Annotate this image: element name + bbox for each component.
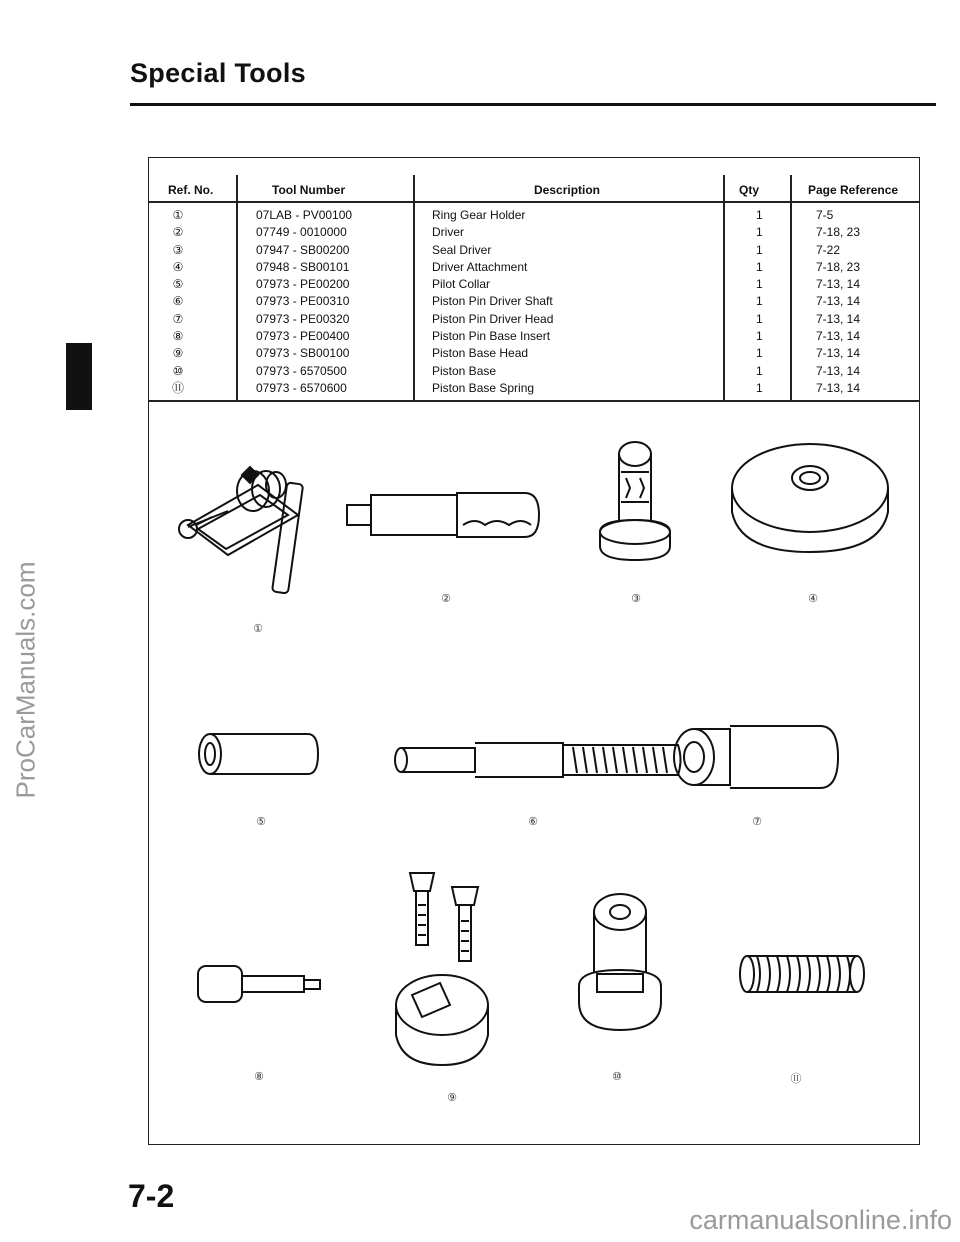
table-row-ref: ① <box>172 208 184 222</box>
table-row-page-reference: 7-18, 23 <box>816 259 861 274</box>
table-row-qty: 1 <box>756 259 763 274</box>
table-row-ref: ⑪ <box>171 380 184 395</box>
table-row-tool-number: 07973 - 6570600 <box>256 380 347 395</box>
page-number: 7-2 <box>128 1178 175 1214</box>
table-row-qty: 1 <box>756 380 763 395</box>
watermark-left: ProCarManuals.com <box>10 561 41 799</box>
header-tool-number: Tool Number <box>272 183 346 197</box>
ref-column <box>148 207 208 397</box>
table-row-ref: ⑩ <box>172 363 184 378</box>
watermark-bottom: carmanualsonline.info <box>689 1205 952 1235</box>
section-tab-marker <box>66 343 92 410</box>
table-row-page-reference: 7-13, 14 <box>816 380 861 395</box>
seal-driver-icon <box>590 432 680 572</box>
table-row-page-reference: 7-5 <box>816 208 834 222</box>
title-divider <box>130 103 936 106</box>
table-row-ref: ③ <box>172 242 184 257</box>
table-row-page-reference: 7-18, 23 <box>816 225 861 240</box>
table-row-ref: ④ <box>172 259 184 274</box>
illustration-label: ③ <box>631 593 641 605</box>
table-row-page-reference: 7-13, 14 <box>816 277 861 292</box>
table-row-tool-number: 07973 - SB00100 <box>256 346 350 361</box>
table-row-page-reference: 7-13, 14 <box>816 329 861 344</box>
table-row-description: Driver <box>432 225 464 240</box>
table-row-tool-number: 07749 - 0010000 <box>256 225 347 240</box>
table-row-tool-number: 07LAB - PV00100 <box>256 208 353 222</box>
ring-gear-holder-icon <box>168 455 318 605</box>
table-row-qty: 1 <box>756 346 763 361</box>
driver-attachment-icon <box>730 440 895 560</box>
header-page-reference: Page Reference <box>808 183 899 197</box>
header-description: Description <box>534 183 601 197</box>
table-row-qty: 1 <box>756 329 763 344</box>
piston-pin-base-insert-icon <box>196 962 326 1007</box>
piston-pin-driver-shaft-icon <box>393 735 683 785</box>
illustration-label: ⑥ <box>528 816 538 828</box>
illustration-label: ⑪ <box>790 1073 802 1085</box>
illustration-label: ② <box>441 593 451 605</box>
table-row-qty: 1 <box>756 242 763 257</box>
description-column <box>432 207 553 397</box>
driver-icon <box>345 485 545 545</box>
tool-number-column <box>256 207 352 397</box>
table-row-description: Piston Pin Driver Head <box>432 311 554 326</box>
qty-column <box>756 207 763 397</box>
table-row-page-reference: 7-22 <box>816 242 841 257</box>
table-row-tool-number: 07973 - PE00310 <box>256 294 350 309</box>
header-qty: Qty <box>739 183 760 197</box>
illustration-label: ④ <box>808 593 818 605</box>
table-row-tool-number: 07973 - PE00400 <box>256 329 350 344</box>
table-row-tool-number: 07973 - PE00200 <box>256 277 350 292</box>
illustration-label: ⑧ <box>254 1071 264 1083</box>
table-column-divider <box>413 175 415 400</box>
illustration-label: ⑤ <box>256 816 266 828</box>
table-row-tool-number: 07973 - PE00320 <box>256 311 350 326</box>
table-row-description: Driver Attachment <box>432 259 528 274</box>
page-reference-column <box>816 207 860 397</box>
table-row-page-reference: 7-13, 14 <box>816 311 861 326</box>
table-row-ref: ⑨ <box>172 346 184 361</box>
table-row-qty: 1 <box>756 363 763 378</box>
table-row-description: Pilot Collar <box>432 277 491 292</box>
table-row-description: Piston Base <box>432 363 497 378</box>
table-row-page-reference: 7-13, 14 <box>816 346 861 361</box>
table-row-qty: 1 <box>756 208 763 222</box>
illustration-label: ① <box>253 623 263 635</box>
table-row-tool-number: 07947 - SB00200 <box>256 242 350 257</box>
piston-base-spring-icon <box>737 950 867 998</box>
table-row-description: Piston Pin Driver Shaft <box>432 294 553 309</box>
table-row-qty: 1 <box>756 294 763 309</box>
table-column-divider <box>723 175 725 400</box>
table-row-ref: ⑥ <box>172 294 184 309</box>
table-row-description: Ring Gear Holder <box>432 208 526 222</box>
piston-base-head-icon <box>390 865 500 1075</box>
table-column-divider <box>790 175 792 400</box>
piston-base-icon <box>575 890 665 1040</box>
page-title: Special Tools <box>130 58 306 88</box>
header-ref-no: Ref. No. <box>168 183 214 197</box>
table-row-ref: ⑤ <box>172 277 184 292</box>
table-row-qty: 1 <box>756 277 763 292</box>
illustration-label: ⑦ <box>752 816 762 828</box>
table-row-ref: ⑦ <box>172 311 184 326</box>
table-row-description: Seal Driver <box>432 242 492 257</box>
table-row-ref: ② <box>172 225 184 240</box>
pilot-collar-icon <box>196 730 326 780</box>
table-row-page-reference: 7-13, 14 <box>816 363 861 378</box>
table-row-ref: ⑧ <box>172 329 184 344</box>
table-column-divider <box>236 175 238 400</box>
table-row-description: Piston Pin Base Insert <box>432 329 551 344</box>
table-row-qty: 1 <box>756 225 763 240</box>
illustration-label: ⑩ <box>612 1071 622 1083</box>
table-row-page-reference: 7-13, 14 <box>816 294 861 309</box>
table-row-description: Piston Base Head <box>432 346 529 361</box>
table-row-qty: 1 <box>756 311 763 326</box>
table-header-rule <box>148 201 920 203</box>
illustration-label: ⑨ <box>447 1092 457 1104</box>
table-row-description: Piston Base Spring <box>432 380 535 395</box>
table-bottom-rule <box>148 400 920 402</box>
table-row-tool-number: 07948 - SB00101 <box>256 259 350 274</box>
piston-pin-driver-head-icon <box>670 722 842 792</box>
table-row-tool-number: 07973 - 6570500 <box>256 363 347 378</box>
